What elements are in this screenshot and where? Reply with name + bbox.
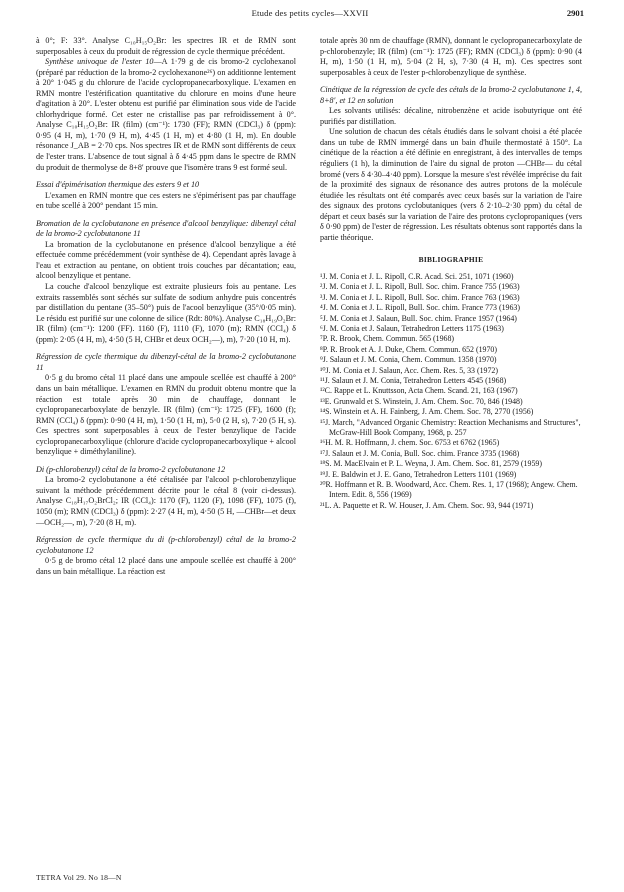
paragraph-text: —A 1·79 g de cis bromo-2 cyclohexanol (préparé par réduction de la bromo-2 cyclohexanone²⁶) on additionne lentement à 20° 1·045 g du chlorure de l'acide cyclopropanecarboxylique. L'examen en RMN montre l'estérification quantitative du chlorure en moins d'une heure d'agitation à 20°. L'ester obtenu est purifié par élimination sous vide de l'acide chlorhydrique formé. Cet ester ne cristallise pas par refroidissement à 0°. Analyse C₁₀H₁₅O₂Br: IR (film) (cm⁻¹): 1730 (FF); RMN (CDCl₃) δ (ppm): 0·95 (4 H, m), 1·70 (9 H, m), 4·45 (1 H, m) et 4·80 (1 H, m). En double résonance J_AB = 2·70 cps. Nos spectres IR et de RMN sont différents de ceux de l'ester trans. L'absence de tout signal à δ 4·45 ppm dans le spectre de RMN du produit de thermolyse de 8+8′ prouve que l'isomère trans 9 est formé seul.	[36, 57, 296, 172]
paragraph: 0·5 g du bromo cétal 11 placé dans une ampoule scellée est chauffé à 200° dans un bain métallique. L'examen en RMN du produit obtenu montre que la réaction est totale après 30 min de chauffage, donnant le cyclopropanecarboxylate de benzyle. IR (film) (cm⁻¹): 1725 (FF), 1600 (f); RMN (CCl₄) δ (ppm): 0·90 (4 H, m), 1·50 (1 H, m), 5·0 (2 H, s), 7·20 (5 H, s). Ces spectres sont superposables à ceux de l'ester benzylique de l'acide cyclopropanecarboxylique (chlorure d'acide cyclopropanecarboxylique + alcool benzylique + diméthylaniline).	[36, 373, 296, 457]
right-column-text	[320, 36, 582, 243]
paragraph: Les solvants utilisés: décaline, nitrobenzène et acide isobutyrique ont été purifiés par distillation.	[320, 106, 582, 126]
page-number: 2901	[566, 8, 584, 18]
bibliography-entry: ⁷P. R. Brook, Chem. Commun. 565 (1968)	[320, 334, 455, 344]
bibliography-entry: ¹⁰J. M. Conia et J. Salaun, Acc. Chem. Res. 5, 33 (1972)	[320, 365, 499, 375]
bibliography-entry: ⁵J. M. Conia et J. Salaun, Bull. Soc. chim. France 1957 (1964)	[320, 313, 517, 323]
bibliography-entry: ⁴J. M. Conia et J. L. Ripoll, Bull. Soc. chim. France 773 (1963)	[320, 303, 521, 313]
section-heading: Essai d'épimérisation thermique des esters 9 et 10	[36, 180, 200, 190]
bibliography-entry: ²J. M. Conia et J. L. Ripoll, Bull. Soc. chim. France 755 (1963)	[320, 282, 520, 292]
bibliography-entry: ⁹J. Salaun et J. M. Conia, Chem. Commun. 1358 (1970)	[320, 355, 497, 365]
bibliography-entry: ¹³E. Grunwald et S. Winstein, J. Am. Chem. Soc. 70, 846 (1948)	[320, 396, 523, 406]
bibliography-entry: ⁸P. R. Brook et A. J. Duke, Chem. Commun. 652 (1970)	[320, 344, 498, 354]
paragraph: à 0°; F: 33°. Analyse C₁₀H₁₅O₂Br: les spectres IR et de RMN sont superposables à ceux du produit de régression de cycle thermique précédent.	[36, 36, 296, 56]
paragraph: La couche d'alcool benzylique est extraite plusieurs fois au pentane. Les extraits rassemblés sont séchés sur sulfate de sodium anhydre puis concentrés par distillation du pentane (35–50°) puis de l'acool benzylique (35°/0·05 min). Le résidu est purifié sur une colonne de silice (Rdt: 80%). Analyse C₁₈H₁₉O₂Br: IR (film) (cm⁻¹): 1200 (FF). 1160 (F), 1110 (F), 1070 (m); RMN (CCl₄) δ (ppm): 2·05 (4 H, m), 4·50 (5 H, CHBr et deux OCH₂—), m), 7·20 (10 H, m).	[36, 282, 296, 344]
bibliography-entry: ³J. M. Conia et J. L. Ripoll, Bull. Soc. chim. France 763 (1963)	[320, 292, 520, 302]
inline-heading: Synthèse univoque de l'ester 10	[45, 57, 154, 67]
paragraph	[36, 57, 296, 173]
running-title: Etude des petits cycles—XXVII	[251, 8, 369, 18]
paragraph: L'examen en RMN montre que ces esters ne s'épimérisent pas par chauffage en tube scellé à 200° pendant 15 min.	[36, 190, 296, 211]
section-heading: Régression de cycle thermique du di (p-chlorobenzyl) cétal de la bromo-2 cyclobutanone 12	[36, 535, 296, 555]
paragraph: 0·5 g de bromo cétal 12 placé dans une ampoule scellée est chauffé à 200° dans un bain métallique. La réaction est	[36, 556, 296, 576]
bibliography-entry: ²⁰R. Hoffmann et R. B. Woodward, Acc. Chem. Res. 1, 17 (1968); Angew. Chem. Intern. Edit. 8, 556 (1969)	[320, 480, 578, 500]
bibliography-entry: ¹⁷J. Salaun et J. M. Conia, Bull. Soc. chim. France 3735 (1968)	[320, 448, 520, 458]
bibliography-entry: ¹⁹J. E. Baldwin et J. E. Gano, Tetrahedron Letters 1101 (1969)	[320, 469, 517, 479]
section-heading: Bromation de la cyclobutanone en présence d'alcool benzylique: dibenzyl cétal de la bromo-2 cyclobutanone 11	[36, 218, 296, 239]
bibliography-entry: ¹⁴S. Winstein et A. H. Fainberg, J. Am. Chem. Soc. 78, 2770 (1956)	[320, 407, 534, 417]
bibliography-entry: ¹¹J. Salaun et J. M. Conia, Tetrahedron Letters 4545 (1968)	[320, 376, 507, 385]
running-header	[36, 8, 584, 22]
section-gap	[36, 345, 296, 352]
bibliography-heading: BIBLIOGRAPHIE	[418, 255, 484, 265]
left-column	[36, 36, 296, 577]
bibliography-entry: ¹⁶H. M. R. Hoffmann, J. chem. Soc. 6753 et 6762 (1965)	[320, 438, 500, 448]
section-gap	[36, 458, 296, 465]
paragraph: Une solution de chacun des cétals étudiés dans le solvant choisi a été placée dans un tube de RMN immergé dans un bain d'huile thermostaté à 150°. La cinétique de la réaction a été définie en enregistrant, à des intervalles de temps réguliers (1 h), la diminution de l'aire du signal de proton —CHBr— du cétal bromé (vers δ 4·30–4·40 ppm). Lorsque la mesure s'est révélée imprécise du fait de la proximité des signaux de résonance des autres protons de la molécule étudiée les résultats ont été comparés avec ceux basés sur la variation de l'aire des signaux des protons cyclobutaniques (vers δ 2·10–2·30 ppm) du cétal de départ et ceux basés sur la variation de l'aire des protons cyclopropaniques (vers δ 0·90 ppm) de l'ester de régression. Les résultats obtenus sont rapportés dans la partie théorique.	[320, 127, 582, 242]
section-gap	[36, 173, 296, 180]
paragraph: La bromo-2 cyclobutanone a été cétalisée par l'alcool p-chlorobenzylique suivant la méthode précédemment décrite pour le cétal 8 (voir ci-dessus). Analyse C₁₈H₁₇O₂BrCl₂; IR (CCl₄): 1170 (F), 1120 (F), 1098 (FF), 1075 (f), 1050 (m); RMN (CDCl₃) δ (ppm): 2·27 (4 H, m), 4·50 (5 H, —CHBr—et deux —OCH₂—, m), 7·20 (8 H, m).	[36, 475, 296, 527]
footer-volume: TETRA Vol 29. No 18—N	[36, 873, 122, 882]
section-gap	[36, 212, 296, 219]
bibliography-entry: ¹⁸S. M. MacElvain et P. L. Weyna, J. Am. Chem. Soc. 81, 2579 (1959)	[320, 459, 542, 469]
section-heading: Cinétique de la régression de cycle des cétals de la bromo-2 cyclobutanone 1, 4, 8+8′, et 12 en solution	[320, 85, 582, 105]
paragraph: totale après 30 nm de chauffage (RMN), donnant le cyclopropanecarboxylate de p-chlorobenzyle; IR (film) (cm⁻¹): 1725 (FF); RMN (CDCl₃) δ (ppm): 0·90 (4 H, m), 1·50 (1 H, m), 5·04 (2 H, s), 7·30 (4 H, m). Ces spectres sont superposables à ceux de l'ester p-chlorobenzylique de synthèse.	[320, 36, 582, 77]
right-column	[320, 36, 582, 511]
section-gap	[320, 78, 582, 85]
bibliography-entry: ¹J. M. Conia et J. L. Ripoll, C.R. Acad. Sci. 251, 1071 (1960)	[320, 271, 514, 281]
bibliography-entry: ²¹L. A. Paquette et R. W. Houser, J. Am. Chem. Soc. 93, 944 (1971)	[320, 500, 534, 510]
paragraph: La bromation de la cyclobutanone en présence d'alcool benzylique a été effectuée comme précédemment (voir synthèse de 4). Cependant après lavage à l'eau et extraction au pentane, on obtient trois couches par décantation; eau, alcool benzylique et pentane.	[36, 239, 296, 281]
section-heading: Régression de cycle thermique du dibenzyl-cétal de la bromo-2 cyclobutanone 11	[36, 352, 296, 372]
bibliography-entry: ¹⁵J. March, "Advanced Organic Chemistry: Reaction Mechanisms and Structures", McGraw-Hill Book Company, 1968, p. 257	[320, 417, 581, 438]
bibliography-list	[320, 272, 582, 511]
bibliography-entry: ⁶J. M. Conia et J. Salaun, Tetrahedron Letters 1175 (1963)	[320, 323, 504, 333]
bibliography-entry: ¹²C. Rappe et L. Knuttsson, Acta Chem. Scand. 21, 163 (1967)	[320, 386, 518, 396]
section-gap	[36, 528, 296, 535]
section-heading: Di (p-chlorobenzyl) cétal de la bromo-2 cyclobutanone 12	[36, 464, 226, 474]
